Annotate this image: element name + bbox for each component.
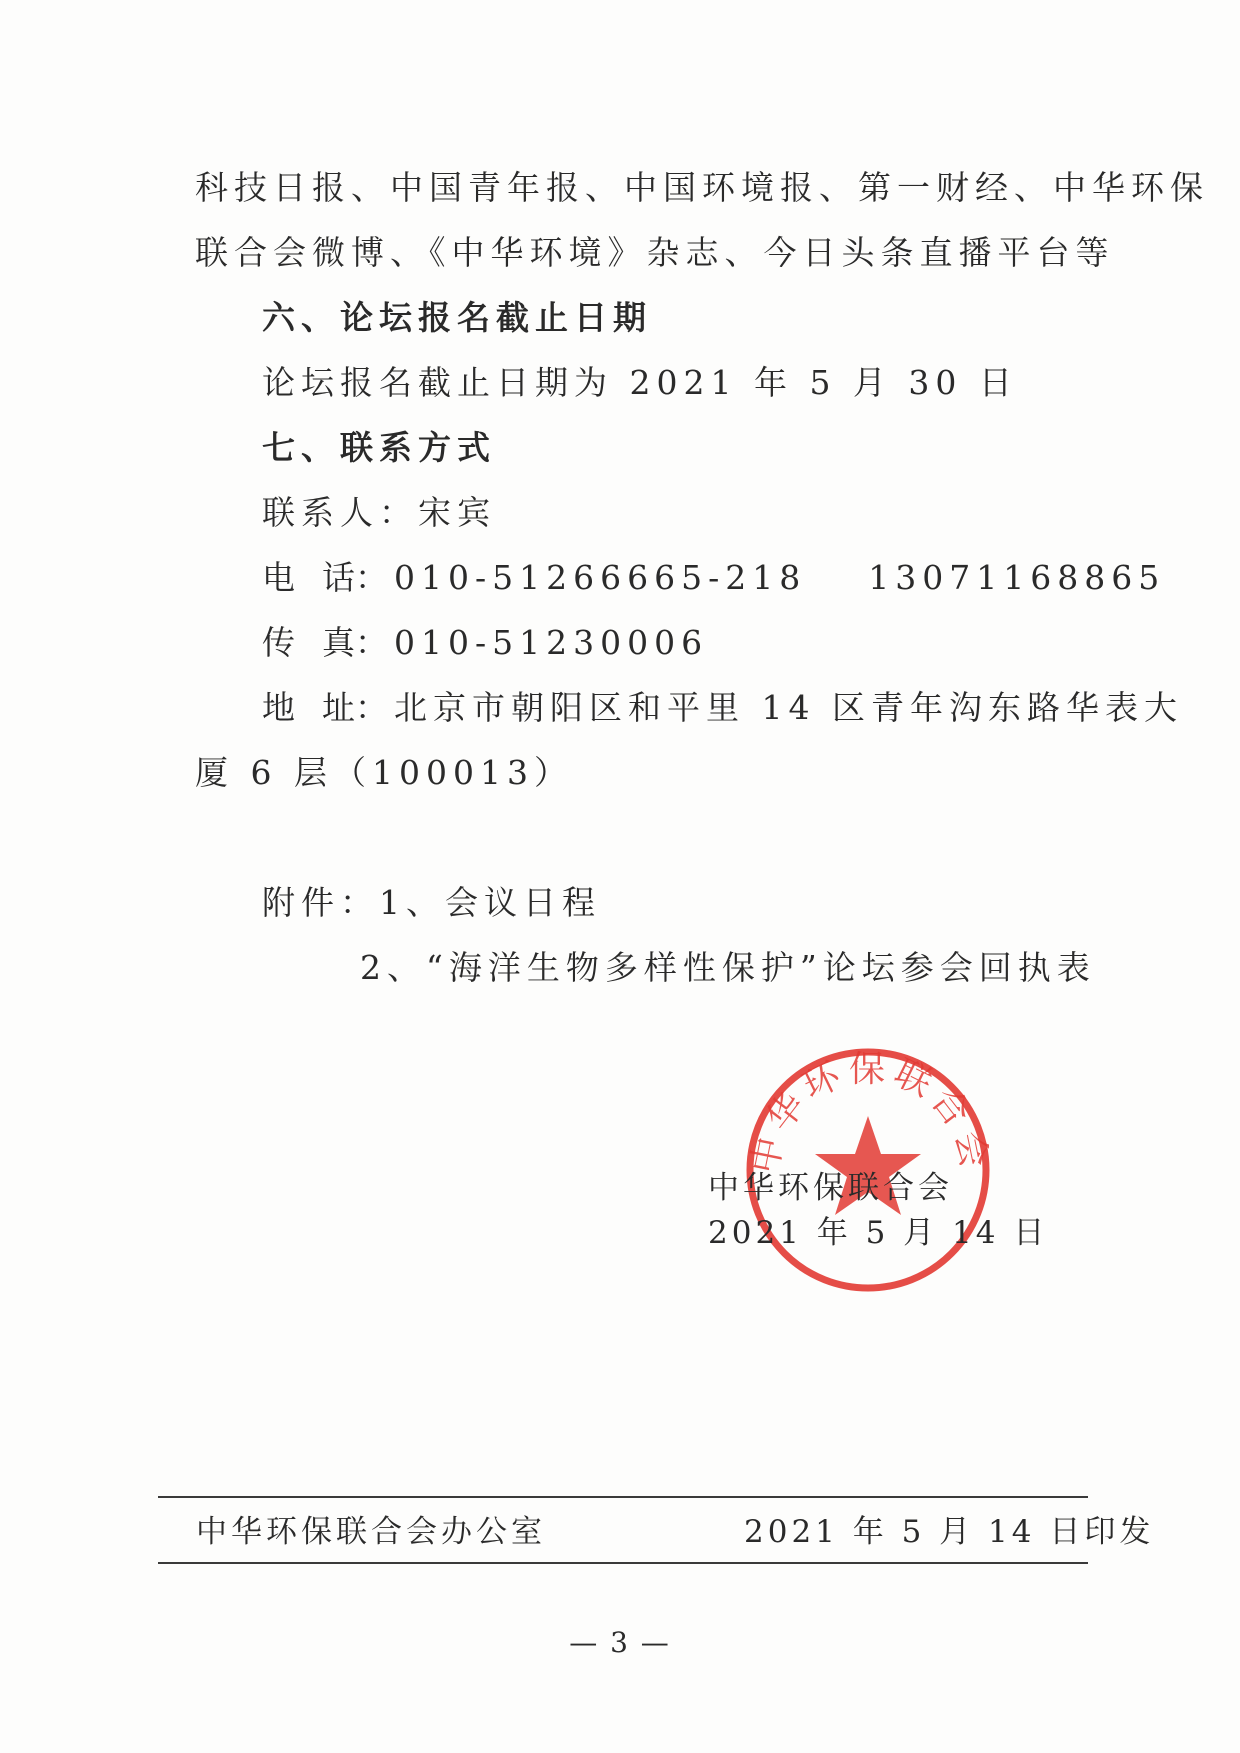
phone-label: 电 话： (262, 558, 388, 597)
phone-number-2: 13071168865 (868, 558, 1166, 597)
fax-label: 传 真： (262, 623, 388, 662)
footer-top-rule (158, 1496, 1088, 1498)
contact-name: 宋宾 (418, 493, 496, 532)
fax-row (0, 623, 1240, 663)
attachment-2: 2、“海洋生物多样性保护”论坛参会回执表 (360, 948, 1096, 987)
signature-org: 中华环保联合会 (708, 1170, 953, 1206)
body-line-1: 科技日报、中国青年报、中国环境报、第一财经、中华环保 (195, 168, 1209, 207)
seal-text: 中华环保联合会 (744, 1048, 996, 1178)
address-line-1: 北京市朝阳区和平里 14 区青年沟东路华表大 (394, 688, 1183, 727)
section-6-text: 论坛报名截止日期为 2021 年 5 月 30 日 (262, 363, 1018, 402)
section-6-heading: 六、论坛报名截止日期 (262, 298, 652, 337)
phone-row (0, 558, 1240, 598)
contact-label: 联系人： (262, 493, 418, 532)
signature-date: 2021 年 5 月 14 日 (708, 1215, 1049, 1251)
address-line-2: 厦 6 层（100013） (195, 753, 573, 792)
footer-office: 中华环保联合会办公室 (196, 1514, 546, 1550)
body-line-2: 联合会微博、《中华环境》杂志、今日头条直播平台等 (195, 233, 1115, 272)
contact-person-row (0, 493, 1240, 533)
page-number: — 3 — (569, 1626, 671, 1659)
footer-bottom-rule (158, 1562, 1088, 1564)
section-7-heading: 七、联系方式 (262, 428, 496, 467)
address-label: 地 址： (262, 688, 388, 727)
footer-issued-date: 2021 年 5 月 14 日印发 (744, 1514, 1155, 1550)
fax-number: 010-51230006 (394, 623, 709, 662)
attachment-1: 附件：1、会议日程 (262, 883, 601, 922)
address-row (0, 688, 1240, 728)
phone-number-1: 010-51266665-218 (394, 558, 807, 597)
